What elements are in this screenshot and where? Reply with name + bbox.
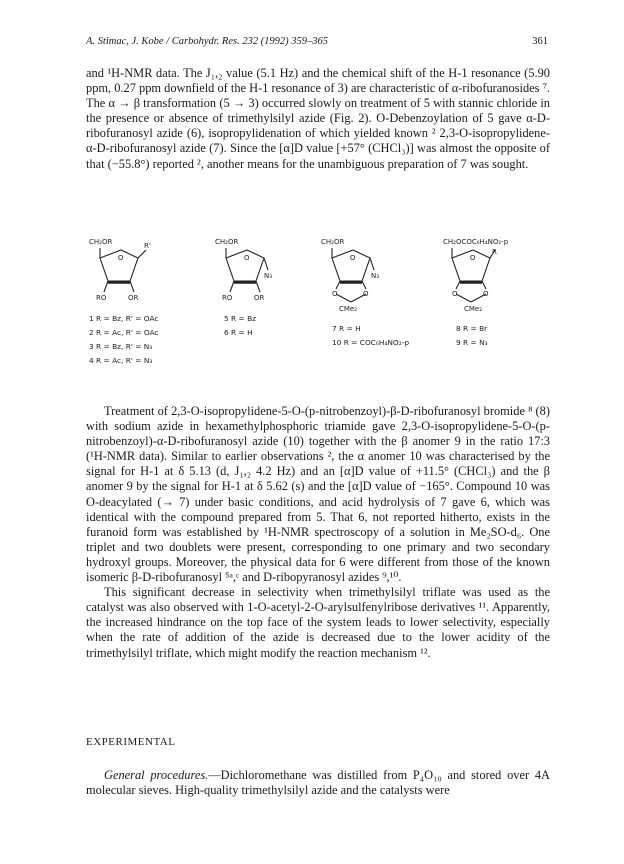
s4-side-label: R — [492, 248, 497, 256]
paragraph-nmr — [86, 66, 550, 172]
general-procedures-paragraph — [86, 768, 550, 798]
compound-8-label: 8 R = Br — [456, 324, 488, 333]
compound-3-label: 3 R = Bz, R' = N₃ — [89, 342, 153, 351]
compound-6-label: 6 R = H — [224, 328, 253, 337]
s4-top-label: CH₂OCOC₆H₄NO₂-p — [443, 238, 509, 246]
section-heading: EXPERIMENTAL — [86, 736, 176, 748]
s1-right-label: OR — [128, 294, 139, 302]
structure-diagram — [86, 226, 556, 391]
s2-left-label: RO — [222, 294, 233, 302]
s4-o-right: O — [483, 290, 489, 298]
paragraph-1: and ¹H-NMR data. The J₁,₂ value (5.1 Hz) and the chemical shift of the H-1 resonance (5.90 ppm, 0.27 ppm downfield of the H-1 resonance of 3) are characteristic of α-ribofuranosides ⁷. The α → β transformation (5 → 3) occurred slowly on treatment of 5 with stannic chloride in the presence or absence of trimethylsilyl azide (Fig. 2). O-Debenzoylation of 5 gave α-D-ribofuranosyl azide (6), isopropylidenation of which yielded known ² 2,3-O-isopropylidene-α-D-ribofuranosyl azide (7). Since the [α]D value [+57° (CHCl₃)] was almost the opposite of that (−55.8°) reported ², another means for the unambiguous preparation of 7 was sought. — [86, 66, 550, 171]
running-head: A. Stimac, J. Kobe / Carbohydr. Res. 232 (1992) 359–365 — [86, 36, 329, 47]
s1-top-label: CH₂OR — [89, 238, 113, 246]
paragraph-2: Treatment of 2,3-O-isopropylidene-5-O-(p-nitrobenzoyl)-β-D-ribofuranosyl bromide ⁸ (8) with sodium azide in hexamethylphosphoric triamide gave 2,3-O-isopropylidene-5-O-(p-nitrobenzoyl)-α-D-ribofuranosyl azide (10) together with the β anomer 9 in the ratio 17:3 (¹H-NMR data). Similar to earlier observations ², the α anomer 10 was characterised by the signal for H-1 at δ 5.13 (d, J₁,₂ 4.2 Hz) and an [α]D value of +11.5° (CHCl₃) and the β anomer 9 by the signal for H-1 at δ 5.62 (s) and the [α]D value of −165°. Compound 10 was O-deacylated (→ 7) under basic conditions, and acid hydrolysis of 7 gave 6, which was identical with the compound prepared from 5. That 6, not reported hitherto, exists in the furanoid form was established by ¹H-NMR spectroscopy of a solution in Me₂SO-d₆. One triplet and two doublets were present, corresponding to one primary and two secondary hydroxyl groups. Moreover, the physical data for 6 were different from those of the known isomeric β-D-ribofuranosyl ⁵ᵃ,ᶜ and D-ribopyranosyl azides ⁹,¹⁰. — [86, 404, 550, 585]
s2-side-label: N₃ — [264, 272, 273, 280]
compound-7-label: 7 R = H — [332, 324, 361, 333]
compound-10-label: 10 R = COC₆H₄NO₂-p — [332, 338, 410, 347]
s1-side-label: R' — [144, 242, 151, 250]
compound-5-label: 5 R = Bz — [224, 314, 257, 323]
running-header — [86, 36, 548, 52]
page-number: 361 — [532, 36, 548, 47]
s3-ring-o: O — [350, 254, 356, 262]
s2-ring-o: O — [244, 254, 250, 262]
general-procedures-lead: General procedures. — [104, 768, 209, 782]
s4-ring-o: O — [470, 254, 476, 262]
compound-9-label: 9 R = N₃ — [456, 338, 488, 347]
structure-figure — [86, 226, 556, 391]
compound-2-label: 2 R = Ac, R' = OAc — [89, 328, 159, 337]
s1-ring-o: O — [118, 254, 124, 262]
compound-1-label: 1 R = Bz, R' = OAc — [89, 314, 159, 323]
s2-top-label: CH₂OR — [215, 238, 239, 246]
s2-right-label: OR — [254, 294, 265, 302]
body-text — [86, 404, 550, 661]
s1-left-label: RO — [96, 294, 107, 302]
s3-o-right: O — [363, 290, 369, 298]
s3-cme-label: CMe₂ — [339, 305, 358, 313]
compound-4-label: 4 R = Ac, R' = N₃ — [89, 356, 153, 365]
s4-cme-label: CMe₂ — [464, 305, 483, 313]
s4-o-left: O — [452, 290, 458, 298]
general-procedures-text: —Dichloromethane was distilled from P₄O₁₀ and stored over 4A molecular sieves. High-quality trimethylsilyl azide and the catalysts were — [86, 768, 550, 798]
s3-o-left: O — [332, 290, 338, 298]
paragraph-3: This significant decrease in selectivity when trimethylsilyl triflate was used as the catalyst was also observed with 1-O-acetyl-2-O-arylsulfenylribose derivatives ¹¹. Apparently, the increased hindrance on the top face of the system leads to lower selectivity, especially when the rate of addition of the azide is decreased due to the lower acidity of the trimethylsilyl triflate, which might modify the reaction mechanism ¹². — [86, 585, 550, 660]
s3-side-label: N₃ — [371, 272, 380, 280]
s3-top-label: CH₂OR — [321, 238, 345, 246]
